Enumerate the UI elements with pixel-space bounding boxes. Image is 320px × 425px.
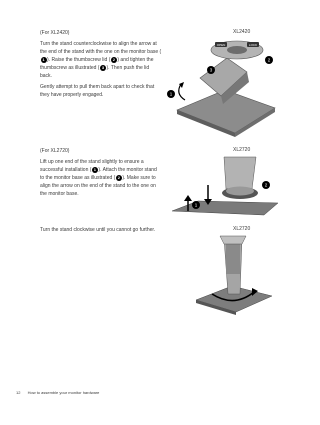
section-xl2720-text (40, 147, 162, 201)
lift-arrow-head (184, 195, 192, 201)
open-label: OPEN (216, 42, 226, 47)
model-label: XL2720 (233, 226, 251, 232)
stand-rotate-illustration (192, 234, 274, 316)
figure-badge-1-label: 1 (169, 91, 173, 97)
instruction-text: ). Make sure to align the arrow on the end of the stand to the one on the monitor base. (40, 175, 156, 197)
step-badge-1: 1 (93, 166, 97, 172)
model-label: XL2720 (233, 147, 251, 153)
stand-groove (226, 244, 240, 274)
instruction-text: ) and tighten the thumbscrew as illustrated ( (40, 57, 154, 71)
instruction-text: ). Then push the lid back. (40, 65, 150, 79)
page-number: 12 (16, 390, 21, 395)
instruction-paragraph (40, 40, 162, 80)
section-xl2420-text (40, 29, 162, 102)
figure-badge-2-label: 2 (267, 57, 271, 63)
figure-badge-1-label: 1 (194, 202, 198, 208)
model-label: XL2420 (233, 29, 251, 35)
section-heading: (For XL2420) (40, 30, 70, 36)
instruction-paragraph (40, 158, 162, 198)
instruction-text: Lift up one end of the stand slightly to ensure a successful installation ( (40, 159, 144, 173)
figure-badge-3-label: 3 (209, 67, 213, 73)
section-xl2720-rotate-text (40, 226, 162, 237)
thumbscrew (227, 46, 247, 54)
step-badge-1: 1 (42, 56, 45, 62)
step-badge-3: 3 (101, 64, 105, 70)
stand-top (220, 236, 246, 244)
instruction-text: Turn the stand counterclockwise to align the arrow at the end of the stand with the one on the monitor base ( (40, 41, 162, 55)
instruction-paragraph: Turn the stand clockwise until you cannot go further. (40, 227, 156, 233)
lock-label: LOCK (248, 42, 258, 47)
instruction-text: ). Raise the thumbscrew lid ( (47, 57, 111, 63)
section-heading: (For XL2720) (40, 148, 70, 154)
stand-base-illustration (165, 38, 280, 138)
stand-neck (200, 58, 247, 96)
page-title: How to assemble your monitor hardware (27, 390, 100, 395)
stand-foot-top (226, 187, 254, 196)
instruction-paragraph: Gently attempt to pull them back apart to check that they have properly engaged. (40, 84, 155, 98)
stand-attach-illustration (168, 155, 280, 217)
stand-neck (224, 157, 256, 189)
step-badge-2: 2 (112, 56, 115, 62)
figure-badge-2-label: 2 (264, 182, 268, 188)
page-footer (16, 390, 99, 395)
step-badge-2: 2 (117, 174, 120, 180)
instruction-text: ). Attach the monitor stand to the monitor base as illustrated ( (40, 167, 157, 181)
